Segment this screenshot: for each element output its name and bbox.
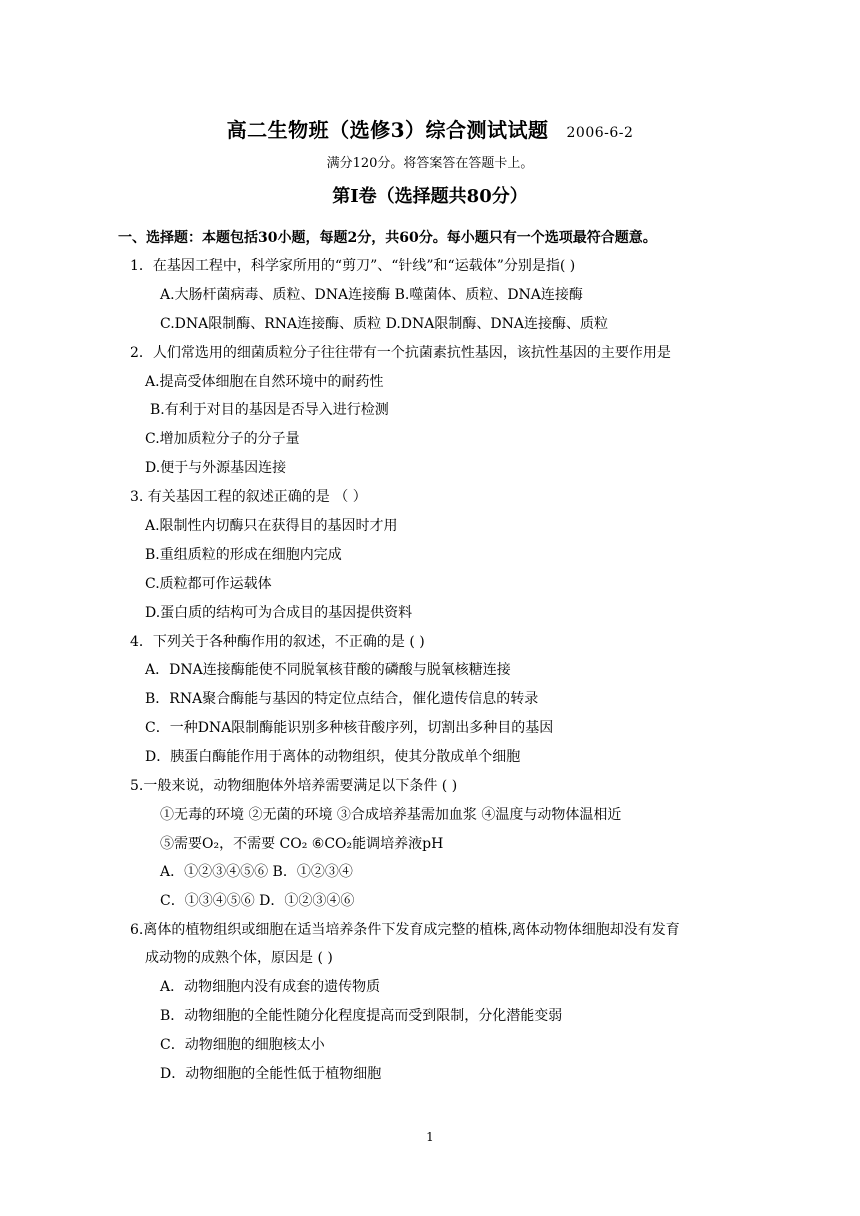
q3-stem: 3. 有关基因工程的叙述正确的是 （ ）	[130, 489, 367, 505]
section-heading: 一、选择题：本题包括30小题，每题2分，共60分。每小题只有一个选项最符合题意。	[118, 230, 657, 246]
q5-options-ab: A．①②③④⑤⑥ B．①②③④	[160, 864, 353, 880]
q4-stem: 4．下列关于各种酶作用的叙述，不正确的是 ( )	[130, 634, 425, 650]
q4-option-b: B．RNA聚合酶能与基因的特定位点结合，催化遗传信息的转录	[145, 691, 539, 707]
q6-option-d: D．动物细胞的全能性低于植物细胞	[160, 1066, 382, 1082]
q3-option-a: A.限制性内切酶只在获得目的基因时才用	[145, 518, 398, 534]
q3-option-d: D.蛋白质的结构可为合成目的基因提供资料	[145, 605, 413, 621]
q1-options-ab: A.大肠杆菌病毒、质粒、DNA连接酶 B.噬菌体、质粒、DNA连接酶	[160, 287, 583, 303]
exam-date: 2006-6-2	[566, 125, 634, 141]
page-number: 1	[426, 1130, 434, 1144]
q2-option-b: B.有利于对目的基因是否导入进行检测	[150, 402, 389, 418]
q6-stem-line2: 成动物的成熟个体，原因是 ( )	[145, 950, 333, 966]
q2-option-c: C.增加质粒分子的分子量	[145, 431, 300, 447]
q4-option-d: D．胰蛋白酶能作用于离体的动物组织，使其分散成单个细胞	[145, 749, 521, 765]
q6-stem-line1: 6.离体的植物组织或细胞在适当培养条件下发育成完整的植株,离体动物体细胞却没有发育	[130, 922, 680, 938]
score-note: 满分120分。将答案答在答题卡上。	[326, 156, 534, 171]
q6-option-b: B．动物细胞的全能性随分化程度提高而受到限制，分化潜能变弱	[160, 1008, 563, 1024]
q4-option-a: A．DNA连接酶能使不同脱氧核苷酸的磷酸与脱氧核糖连接	[145, 662, 511, 678]
part-title: 第I卷（选择题共80分）	[332, 186, 528, 207]
q1-stem: 1．在基因工程中，科学家所用的“剪刀”、“针线”和“运载体”分别是指( )	[130, 258, 576, 274]
q1-options-cd: C.DNA限制酶、RNA连接酶、质粒 D.DNA限制酶、DNA连接酶、质粒	[160, 316, 608, 332]
q2-option-a: A.提高受体细胞在自然环境中的耐药性	[145, 374, 384, 390]
q2-stem: 2．人们常选用的细菌质粒分子往往带有一个抗菌素抗性基因，该抗性基因的主要作用是	[130, 345, 671, 361]
q3-option-b: B.重组质粒的形成在细胞内完成	[145, 547, 342, 563]
q5-conditions-1: ①无毒的环境 ②无菌的环境 ③合成培养基需加血浆 ④温度与动物体温相近	[160, 807, 622, 823]
q2-option-d: D.便于与外源基因连接	[145, 460, 287, 476]
q5-options-cd: C．①③④⑤⑥ D．①②③④⑥	[160, 893, 355, 909]
title-text: 高二生物班（选修3）综合测试试题	[226, 118, 549, 142]
page-title	[0, 114, 860, 143]
q3-option-c: C.质粒都可作运载体	[145, 576, 272, 592]
q5-stem: 5.一般来说，动物细胞体外培养需要满足以下条件 ( )	[130, 778, 458, 794]
q6-option-c: C．动物细胞的细胞核太小	[160, 1037, 325, 1053]
q6-option-a: A．动物细胞内没有成套的遗传物质	[160, 979, 381, 995]
q5-conditions-2: ⑤需要O₂，不需要 CO₂ ⑥CO₂能调培养液pH	[160, 836, 444, 852]
q4-option-c: C．一种DNA限制酶能识别多种核苷酸序列，切割出多种目的基因	[145, 720, 554, 736]
